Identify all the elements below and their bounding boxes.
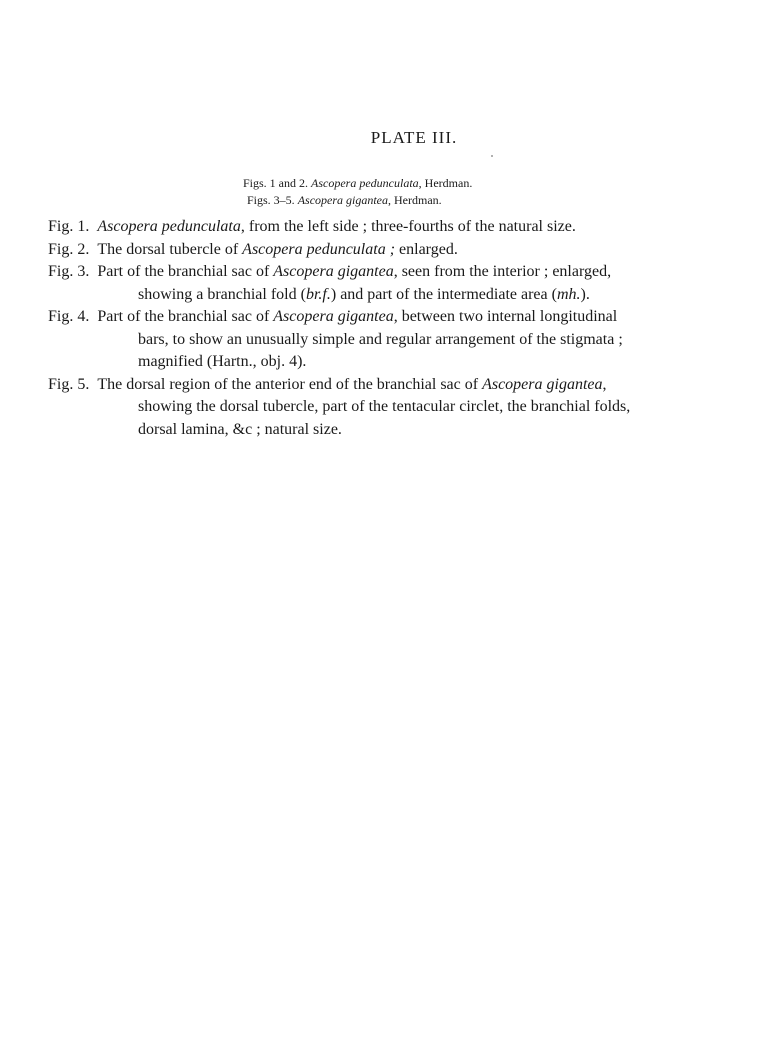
caption-text: ) and part of the intermediate area ( bbox=[330, 285, 557, 303]
abbreviation: br.f. bbox=[305, 285, 331, 303]
figure-caption-3 bbox=[48, 261, 738, 306]
plate-title-text: PLATE III. bbox=[370, 128, 458, 147]
caption-text: The dorsal tubercle of bbox=[97, 240, 243, 258]
species-name: Ascopera gigantea bbox=[273, 263, 394, 280]
figure-caption-4 bbox=[48, 306, 738, 374]
species-attributions bbox=[243, 175, 472, 209]
caption-text: showing a branchial fold ( bbox=[138, 285, 306, 303]
attribution-author: , Herdman. bbox=[388, 193, 442, 207]
caption-text: , bbox=[602, 375, 607, 393]
caption-text: , from the left side ; three-fourths of the natural size. bbox=[240, 218, 576, 235]
caption-continuation: bars, to show an unusually simple and regular arrangement of the stigmata ; bbox=[138, 330, 623, 348]
attribution-line bbox=[243, 192, 472, 209]
plate-title bbox=[0, 128, 776, 148]
species-name: Ascopera pedunculata ; bbox=[242, 240, 396, 258]
attribution-author: , Herdman. bbox=[418, 176, 473, 190]
figure-captions bbox=[48, 216, 738, 441]
caption-text: The dorsal region of the anterior end of the branchial sac of bbox=[97, 375, 483, 393]
caption-text: Part of the branchial sac of bbox=[97, 308, 274, 325]
figure-label: Fig. 5. bbox=[48, 375, 90, 393]
figure-label: Fig. 1. bbox=[48, 218, 90, 235]
species-name: Ascopera gigantea bbox=[273, 308, 394, 325]
caption-continuation bbox=[138, 284, 738, 307]
print-speck bbox=[491, 155, 493, 157]
caption-text: ). bbox=[580, 285, 590, 303]
attribution-prefix: Figs. 1 and 2. bbox=[243, 176, 309, 190]
species-name: Ascopera pedunculata bbox=[311, 176, 419, 190]
species-name: Ascopera pedunculata bbox=[97, 218, 241, 235]
caption-continuation: magnified (Hartn., obj. 4). bbox=[138, 353, 307, 370]
figure-label: Fig. 3. bbox=[48, 263, 90, 280]
caption-continuation: showing the dorsal tubercle, part of the tentacular circlet, the branchial folds, bbox=[138, 398, 631, 415]
figure-caption-2 bbox=[48, 239, 738, 262]
caption-text: , seen from the interior ; enlarged, bbox=[393, 263, 612, 280]
figure-caption-5 bbox=[48, 374, 738, 442]
attribution-line bbox=[243, 175, 472, 192]
species-name: Ascopera gigantea bbox=[482, 375, 603, 393]
figure-label: Fig. 2. bbox=[48, 240, 90, 258]
figure-label: Fig. 4. bbox=[48, 308, 90, 325]
caption-text: Part of the branchial sac of bbox=[97, 263, 274, 280]
abbreviation: mh. bbox=[556, 285, 581, 303]
attribution-prefix: Figs. 3–5. bbox=[247, 193, 295, 207]
caption-text: , between two internal longitudinal bbox=[393, 308, 618, 325]
species-name: Ascopera gigantea bbox=[297, 193, 389, 207]
caption-text: enlarged. bbox=[395, 240, 458, 258]
figure-caption-1 bbox=[48, 216, 738, 239]
caption-continuation: dorsal lamina, &c ; natural size. bbox=[138, 420, 342, 438]
